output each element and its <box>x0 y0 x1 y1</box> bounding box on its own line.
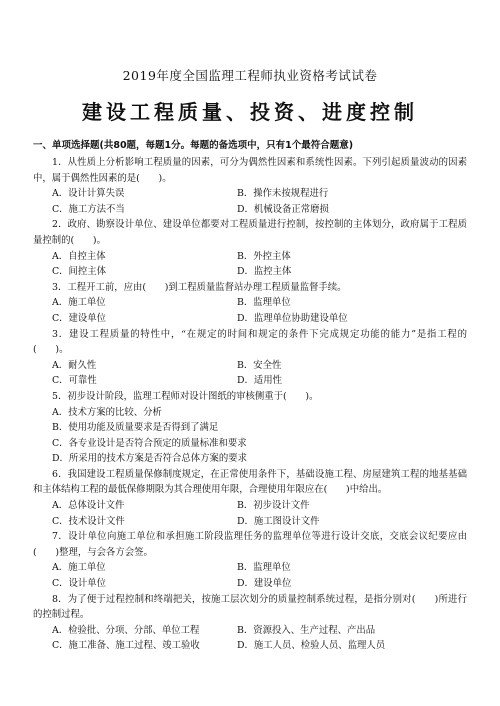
question-stem: 8．为了便于过程控制和终端把关，按施工层次划分的质量控制系统过程，是指分别对( )所进行的控制过程。 <box>33 593 467 621</box>
question-stem: 6．我国建设工程质量保修制度规定，在正常使用条件下，基础设施工程、房屋建筑工程的地基基础和主体结构工程的最低保修期限为其合理使用年限，合理使用年限应在( )中给出。 <box>33 468 467 496</box>
question-stem: 3．建设工程质量的特性中，“在规定的时间和规定的条件下完成规定功能的能力”是指工程的( )。 <box>33 328 467 356</box>
answer-option: B．初步设计文件 <box>237 500 310 512</box>
answer-option: B．资源投入、生产过程、产出品 <box>237 624 376 636</box>
answer-option: B．使用功能及质量要求是否得到了满足 <box>52 422 219 434</box>
option-group <box>33 405 467 467</box>
answer-option: B．安全性 <box>237 359 282 371</box>
question-stem: 2．政府、勘察设计单位、建设单位都要对工程质量进行控制，按控制的主体划分，政府属于工程质量控制的( )。 <box>33 219 467 246</box>
answer-option: D．施工人员、检验人员、监理人员 <box>237 640 386 652</box>
question-item <box>33 217 467 279</box>
answer-option: B．操作未按规程进行 <box>237 188 329 200</box>
answer-option: A．总体设计文件 <box>52 500 125 512</box>
section-heading: 一、单项选择题(共80题，每题1分。每题的备选项中，只有1个最符合题意) <box>33 140 354 151</box>
answer-option: C．可靠性 <box>52 375 97 387</box>
answer-option: A．施工单位 <box>52 562 106 574</box>
question-list <box>33 155 467 654</box>
answer-option: B．监理单位 <box>237 562 291 574</box>
answer-option: C．间控主体 <box>52 266 107 278</box>
question-item <box>33 592 467 654</box>
answer-option: B．监理单位 <box>237 297 291 309</box>
exam-title: 2019年度全国监理工程师执业资格考试试卷 <box>122 68 378 83</box>
answer-option: D．所采用的技术方案是否符合总体方案的要求 <box>52 453 248 465</box>
answer-option: D．监控主体 <box>237 266 292 278</box>
question-item <box>33 529 467 591</box>
question-item <box>33 389 467 467</box>
option-group <box>33 358 467 389</box>
option-group <box>33 560 467 591</box>
question-item <box>33 155 467 217</box>
answer-option: C．建设单位 <box>52 312 107 324</box>
option-group <box>33 498 467 529</box>
question-item <box>33 280 467 327</box>
question-item <box>33 327 467 389</box>
answer-option: B．外控主体 <box>237 250 291 262</box>
answer-option: C．设计单位 <box>52 578 107 590</box>
answer-option: D．机械设备正常磨损 <box>237 203 329 215</box>
answer-option: D．建设单位 <box>237 578 292 590</box>
option-group <box>33 186 467 217</box>
question-stem: 7．设计单位向施工单位和承担施工阶段监理任务的监理单位等进行设计交底，交底会议纪要应由( )整理，与会各方会签。 <box>33 531 467 558</box>
option-group <box>33 295 467 326</box>
answer-option: C．技术设计文件 <box>52 515 125 527</box>
answer-option: C．各专业设计是否符合预定的质量标准和要求 <box>52 437 247 449</box>
answer-option: C．施工准备、施工过程、竣工验收 <box>52 640 200 652</box>
question-stem: 1．从性质上分析影响工程质量的因素，可分为偶然性因素和系统性因素。下列引起质量波动的因素中，属于偶然性因素的是( )。 <box>33 157 467 184</box>
answer-option: A．自控主体 <box>52 250 106 262</box>
answer-option: A．施工单位 <box>52 297 106 309</box>
option-group <box>33 623 467 654</box>
answer-option: A．检验批、分项、分部、单位工程 <box>52 624 200 636</box>
answer-option: C．施工方法不当 <box>52 203 125 215</box>
option-group <box>33 249 467 280</box>
answer-option: D．适用性 <box>237 375 283 387</box>
question-stem: 3．工程开工前，应由( )到工程质量监督站办理工程质量监督手续。 <box>52 281 347 293</box>
answer-option: A．技术方案的比较、分析 <box>52 406 162 418</box>
answer-option: D．监理单位协助建设单位 <box>237 312 348 324</box>
subject-title: 建设工程质量、投资、进度控制 <box>82 100 418 124</box>
question-item <box>33 467 467 529</box>
answer-option: A．耐久性 <box>52 359 97 371</box>
answer-option: A．设计计算失误 <box>52 188 125 200</box>
answer-option: D．施工图设计文件 <box>237 515 320 527</box>
question-stem: 5．初步设计阶段，监理工程师对设计图纸的审核侧重于( )。 <box>52 390 319 402</box>
